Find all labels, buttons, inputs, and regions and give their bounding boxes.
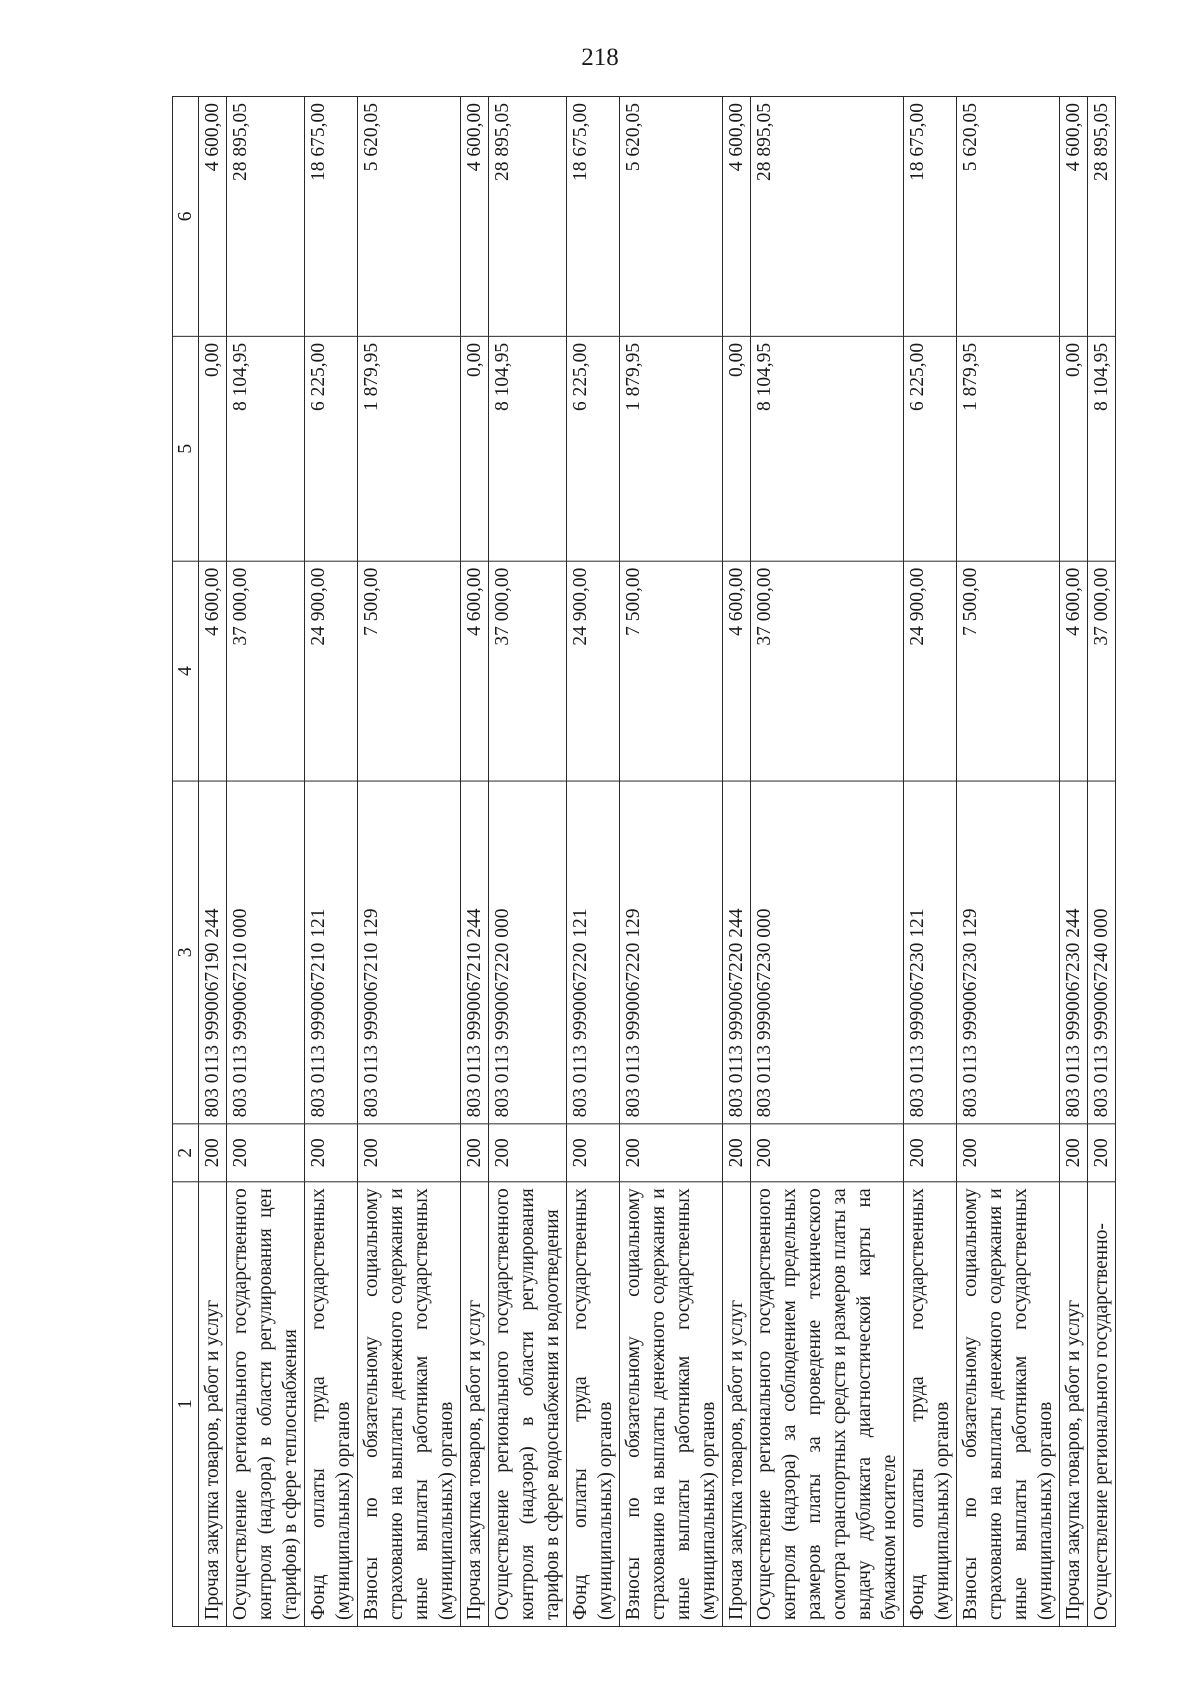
row-col-4: 7 500,00 <box>358 561 461 781</box>
row-code: 803 0113 9990067220 121 <box>567 781 620 1124</box>
row-code: 803 0113 9990067230 121 <box>904 781 957 1124</box>
header-col-1: 1 <box>173 1182 199 1627</box>
row-code: 803 0113 9990067190 244 <box>199 781 227 1124</box>
row-code: 803 0113 9990067220 129 <box>620 781 723 1124</box>
row-code: 803 0113 9990067230 000 <box>751 781 904 1124</box>
row-name: Прочая закупка товаров, работ и услуг <box>723 1182 751 1627</box>
table-row <box>1088 96 1116 1626</box>
table-row <box>723 96 751 1626</box>
table-row <box>620 96 723 1626</box>
row-col-6: 28 895,05 <box>227 96 305 336</box>
table-row <box>305 96 358 1626</box>
header-col-6: 6 <box>173 96 199 336</box>
row-col-2: 200 <box>751 1124 904 1182</box>
row-col-2: 200 <box>461 1124 489 1182</box>
row-col-2: 200 <box>1088 1124 1116 1182</box>
row-col-4: 7 500,00 <box>957 561 1060 781</box>
row-col-4: 37 000,00 <box>227 561 305 781</box>
header-row <box>173 96 199 1626</box>
row-col-2: 200 <box>957 1124 1060 1182</box>
row-name: Прочая закупка товаров, работ и услуг <box>461 1182 489 1627</box>
row-col-4: 37 000,00 <box>751 561 904 781</box>
budget-table <box>172 96 1116 1627</box>
header-col-2: 2 <box>173 1124 199 1182</box>
row-col-6: 4 600,00 <box>1060 96 1088 336</box>
row-col-6: 18 675,00 <box>904 96 957 336</box>
row-col-6: 5 620,05 <box>957 96 1060 336</box>
row-col-5: 6 225,00 <box>305 336 358 561</box>
row-col-5: 0,00 <box>1060 336 1088 561</box>
row-col-5: 0,00 <box>199 336 227 561</box>
row-col-4: 24 900,00 <box>567 561 620 781</box>
row-col-6: 18 675,00 <box>305 96 358 336</box>
row-col-4: 4 600,00 <box>723 561 751 781</box>
row-col-2: 200 <box>567 1124 620 1182</box>
row-col-4: 24 900,00 <box>305 561 358 781</box>
row-name: Взносы по обязательному социальному страхованию на выплаты денежного содержания и иные выплаты работникам государственных (муниципальных) органов <box>620 1182 723 1627</box>
table-row <box>1060 96 1088 1626</box>
table-row <box>358 96 461 1626</box>
row-code: 803 0113 9990067220 244 <box>723 781 751 1124</box>
row-col-4: 24 900,00 <box>904 561 957 781</box>
row-col-6: 4 600,00 <box>461 96 489 336</box>
row-col-6: 18 675,00 <box>567 96 620 336</box>
header-col-3: 3 <box>173 781 199 1124</box>
table-row <box>461 96 489 1626</box>
row-name: Взносы по обязательному социальному страхованию на выплаты денежного содержания и иные выплаты работникам государственных (муниципальных) органов <box>358 1182 461 1627</box>
row-name: Фонд оплаты труда государственных (муниципальных) органов <box>305 1182 358 1627</box>
row-code: 803 0113 9990067240 000 <box>1088 781 1116 1124</box>
row-col-5: 8 104,95 <box>227 336 305 561</box>
row-name: Фонд оплаты труда государственных (муниципальных) органов <box>904 1182 957 1627</box>
row-code: 803 0113 9990067230 244 <box>1060 781 1088 1124</box>
row-code: 803 0113 9990067230 129 <box>957 781 1060 1124</box>
row-col-4: 4 600,00 <box>199 561 227 781</box>
row-code: 803 0113 9990067210 121 <box>305 781 358 1124</box>
row-col-6: 4 600,00 <box>199 96 227 336</box>
row-col-6: 5 620,05 <box>620 96 723 336</box>
row-name: Осуществление регионального государственного контроля (надзора) за соблюдением предельных размеров платы за проведение технического осмотра транспортных средств и размеров платы за выдачу дубликата диагностической карты на бумажном носителе <box>751 1182 904 1627</box>
row-col-5: 1 879,95 <box>620 336 723 561</box>
row-col-4: 7 500,00 <box>620 561 723 781</box>
row-col-4: 4 600,00 <box>461 561 489 781</box>
rotated-table-wrapper <box>172 97 1180 1627</box>
row-col-6: 28 895,05 <box>1088 96 1116 336</box>
row-col-2: 200 <box>723 1124 751 1182</box>
row-col-2: 200 <box>904 1124 957 1182</box>
table-row <box>489 96 567 1626</box>
table-row <box>904 96 957 1626</box>
row-col-5: 8 104,95 <box>751 336 904 561</box>
row-col-4: 37 000,00 <box>489 561 567 781</box>
row-name: Фонд оплаты труда государственных (муниципальных) органов <box>567 1182 620 1627</box>
row-col-2: 200 <box>227 1124 305 1182</box>
row-code: 803 0113 9990067210 244 <box>461 781 489 1124</box>
page-number: 218 <box>581 44 619 71</box>
row-col-5: 6 225,00 <box>567 336 620 561</box>
table-row <box>567 96 620 1626</box>
header-col-4: 4 <box>173 561 199 781</box>
row-col-4: 4 600,00 <box>1060 561 1088 781</box>
row-code: 803 0113 9990067210 000 <box>227 781 305 1124</box>
row-col-6: 28 895,05 <box>751 96 904 336</box>
row-name: Осуществление регионального государственно- <box>1088 1182 1116 1627</box>
row-col-5: 0,00 <box>461 336 489 561</box>
table-row <box>199 96 227 1626</box>
table-row <box>227 96 305 1626</box>
row-col-5: 0,00 <box>723 336 751 561</box>
row-col-5: 8 104,95 <box>489 336 567 561</box>
row-col-2: 200 <box>489 1124 567 1182</box>
row-name: Осуществление регионального государственного контроля (надзора) в области регулирования цен (тарифов) в сфере теплоснабжения <box>227 1182 305 1627</box>
row-col-5: 1 879,95 <box>957 336 1060 561</box>
table-row <box>751 96 904 1626</box>
row-col-6: 4 600,00 <box>723 96 751 336</box>
header-col-5: 5 <box>173 336 199 561</box>
row-col-5: 8 104,95 <box>1088 336 1116 561</box>
row-col-5: 6 225,00 <box>904 336 957 561</box>
row-code: 803 0113 9990067210 129 <box>358 781 461 1124</box>
row-name: Взносы по обязательному социальному страхованию на выплаты денежного содержания и иные выплаты работникам государственных (муниципальных) органов <box>957 1182 1060 1627</box>
row-col-6: 28 895,05 <box>489 96 567 336</box>
row-col-2: 200 <box>305 1124 358 1182</box>
row-col-2: 200 <box>1060 1124 1088 1182</box>
table-stage <box>172 96 1180 1627</box>
row-name: Прочая закупка товаров, работ и услуг <box>199 1182 227 1627</box>
row-name: Осуществление регионального государственного контроля (надзора) в области регулирования тарифов в сфере водоснабжения и водоотведения <box>489 1182 567 1627</box>
row-code: 803 0113 9990067220 000 <box>489 781 567 1124</box>
row-col-2: 200 <box>358 1124 461 1182</box>
table-row <box>957 96 1060 1626</box>
row-col-2: 200 <box>199 1124 227 1182</box>
row-col-2: 200 <box>620 1124 723 1182</box>
row-col-6: 5 620,05 <box>358 96 461 336</box>
row-col-4: 37 000,00 <box>1088 561 1116 781</box>
row-name: Прочая закупка товаров, работ и услуг <box>1060 1182 1088 1627</box>
row-col-5: 1 879,95 <box>358 336 461 561</box>
